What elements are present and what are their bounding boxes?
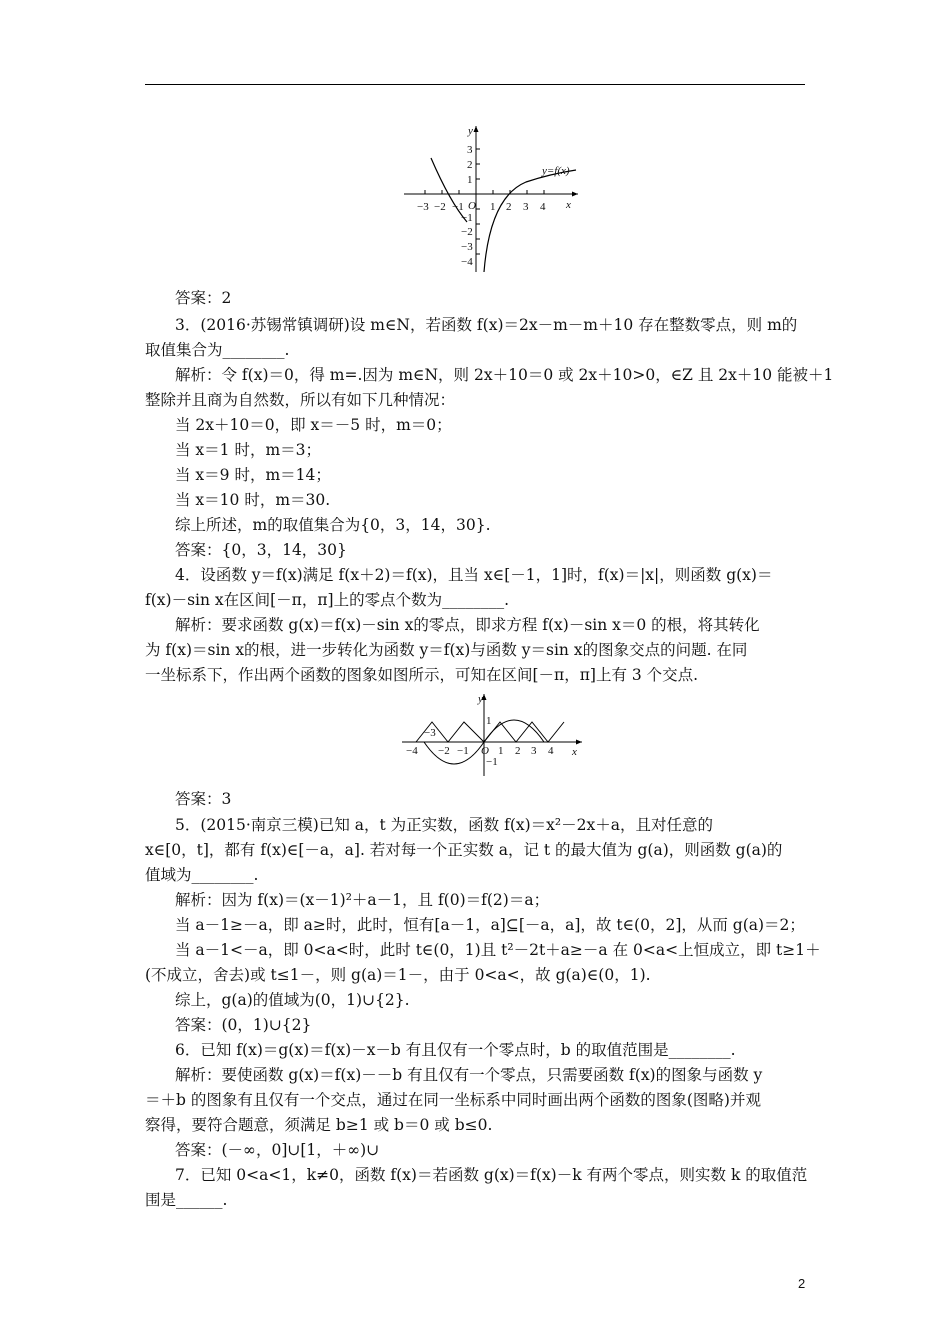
y-tick-label: −3 xyxy=(461,241,473,253)
origin-label: O xyxy=(481,745,489,757)
origin-label: O xyxy=(468,200,476,212)
solution-6-text: 解析：要使函数 g(x)＝f(x)－－b 有且仅有一个零点，只需要函数 f(x)的图象与函数 y xyxy=(175,1066,763,1084)
y-tick-label: 1 xyxy=(467,174,473,186)
answer-4: 答案：3 xyxy=(175,790,232,808)
solution-3-case: 当 x＝1 时，m＝3； xyxy=(175,441,322,459)
solution-5-case: 当 a－1≥－a，即 a≥时，此时，恒有[a－1，a]⊆[－a，a]，故 t∈(0，2]，从而 g(a)＝2； xyxy=(175,916,805,934)
solution-5-case: (不成立，舍去)或 t≤1－，则 g(a)＝1－，由于 0<a<，故 g(a)∈(0，1). xyxy=(145,966,651,984)
problem-4-text: 4．设函数 y＝f(x)满足 f(x＋2)＝f(x)，且当 x∈[－1，1]时，f(x)＝|x|，则函数 g(x)＝ xyxy=(175,566,773,584)
x-tick-label: −4 xyxy=(406,745,418,757)
problem-3-text: 取值集合为________. xyxy=(145,341,290,359)
x-axis-label: x xyxy=(566,199,571,211)
solution-6-text: 察得，要符合题意，须满足 b≥1 或 b＝0 或 b≤0. xyxy=(145,1116,493,1134)
answer-3: 答案：{0，3，14，30} xyxy=(175,541,347,559)
x-tick-label: 1 xyxy=(498,745,504,757)
page-number: 2 xyxy=(798,1276,806,1291)
problem-5-text: 5．(2015·南京三模)已知 a，t 为正实数，函数 f(x)＝x²－2x＋a，且对任意的 xyxy=(175,816,713,834)
x-tick-label: 2 xyxy=(515,745,521,757)
x-tick-label: 3 xyxy=(531,745,537,757)
y-tick-label: −2 xyxy=(461,226,473,238)
solution-6-text: ＝＋b 的图象有且仅有一个交点，通过在同一坐标系中同时画出两个函数的图象(图略)并观 xyxy=(145,1091,761,1109)
x-tick-label: −3 xyxy=(424,727,436,739)
answer-6: 答案：(－∞，0]∪[1，＋∞)∪ xyxy=(175,1141,380,1159)
problem-5-text: 值域为________. xyxy=(145,866,259,884)
answer-5: 答案：(0，1)∪{2} xyxy=(175,1016,312,1034)
x-tick-label: 3 xyxy=(523,201,529,213)
y-axis-label: y xyxy=(468,125,473,137)
problem-3-text: 3．(2016·苏锡常镇调研)设 m∈N，若函数 f(x)＝2x－m－m＋10 存在整数零点，则 m的 xyxy=(175,316,798,334)
y-axis-label: y xyxy=(478,693,483,705)
y-tick-label: 1 xyxy=(486,715,492,727)
solution-4-text: 为 f(x)＝sin x的根，进一步转化为函数 y＝f(x)与函数 y＝sin x的图象交点的问题. 在同 xyxy=(145,641,748,659)
x-axis-arrow xyxy=(576,740,582,745)
x-tick-label: 1 xyxy=(490,201,496,213)
solution-4-text: 一坐标系下，作出两个函数的图象如图所示，可知在区间[－π，π]上有 3 个交点. xyxy=(145,666,699,684)
x-tick-label: −1 xyxy=(452,201,464,213)
figure-sine-abs-graph xyxy=(398,690,590,784)
solution-5-summary: 综上，g(a)的值域为(0，1)∪{2}. xyxy=(175,991,410,1009)
solution-5-case: 当 a－1<－a，即 0<a<时，此时 t∈(0，1)且 t²－2t＋a≥－a 在 0<a<上恒成立，即 t≥1＋ xyxy=(175,941,821,959)
problem-7-text: 7．已知 0<a<1，k≠0，函数 f(x)＝若函数 g(x)＝f(x)－k 有两个零点，则实数 k 的取值范 xyxy=(175,1166,808,1184)
x-tick-label: −1 xyxy=(457,745,469,757)
x-tick-label: 4 xyxy=(548,745,554,757)
solution-3-case: 当 x＝9 时，m＝14； xyxy=(175,466,331,484)
x-axis-label: x xyxy=(572,746,577,758)
solution-3-case: 当 2x＋10＝0，即 x＝－5 时，m＝0； xyxy=(175,416,452,434)
y-tick-label: 3 xyxy=(467,144,473,156)
y-axis-arrow xyxy=(474,126,479,132)
problem-7-text: 围是______. xyxy=(145,1191,228,1209)
solution-3-summary: 综上所述，m的取值集合为{0，3，14，30}. xyxy=(175,516,491,534)
x-axis-arrow xyxy=(572,192,578,197)
problem-4-text: f(x)－sin x在区间[－π，π]上的零点个数为________. xyxy=(145,591,510,609)
y-tick-label: −4 xyxy=(461,256,473,268)
figure-function-graph xyxy=(400,122,590,286)
x-tick-label: −2 xyxy=(438,745,450,757)
header-rule xyxy=(145,84,805,85)
problem-5-text: x∈[0，t]，都有 f(x)∈[－a，a]. 若对每一个正实数 a，记 t 的最大值为 g(a)，则函数 g(a)的 xyxy=(145,841,783,859)
x-tick-label: −2 xyxy=(434,201,446,213)
right-branch-curve xyxy=(484,170,576,272)
answer-2: 答案：2 xyxy=(175,289,232,307)
solution-5-text: 解析：因为 f(x)＝(x－1)²＋a－1，且 f(0)＝f(2)＝a； xyxy=(175,891,550,909)
curve-label: y=f(x) xyxy=(542,165,570,177)
solution-4-text: 解析：要求函数 g(x)＝f(x)－sin x的零点，即求方程 f(x)－sin x＝0 的根，将其转化 xyxy=(175,616,760,634)
solution-3-text: 解析：令 f(x)＝0，得 m=.因为 m∈N，则 2x＋10＝0 或 2x＋10>0，∈Z 且 2x＋10 能被＋1 xyxy=(175,366,834,384)
y-tick-label: −1 xyxy=(461,212,473,224)
y-tick-label: −1 xyxy=(486,756,498,768)
solution-3-text: 整除并且商为自然数，所以有如下几种情况： xyxy=(145,391,456,409)
problem-6-text: 6．已知 f(x)＝g(x)＝f(x)－x－b 有且仅有一个零点时，b 的取值范围是________. xyxy=(175,1041,736,1059)
x-tick-label: −3 xyxy=(417,201,429,213)
x-tick-label: 4 xyxy=(540,201,546,213)
x-tick-label: 2 xyxy=(506,201,512,213)
solution-3-case: 当 x＝10 时，m＝30. xyxy=(175,491,331,509)
y-tick-label: 2 xyxy=(467,159,473,171)
